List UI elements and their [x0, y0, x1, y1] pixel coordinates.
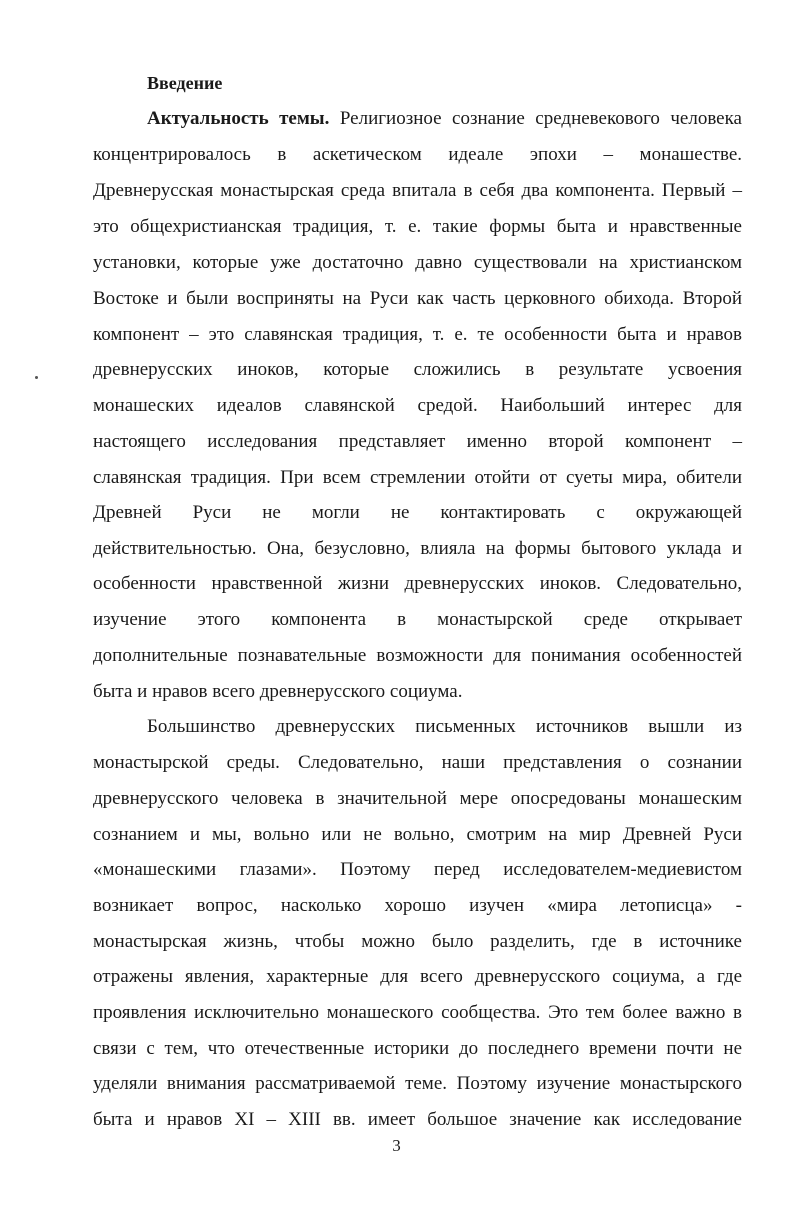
paragraph-line: Большинство древнерусских письменных источников вышли из: [147, 716, 742, 737]
paragraph-line: [147, 106, 742, 132]
paragraph-line: компонент – это славянская традиция, т. е. те особенности быта и нравов: [93, 324, 742, 345]
paragraph-line: настоящего исследования представляет именно второй компонент –: [93, 431, 742, 452]
paragraph-line: отражены явления, характерные для всего древнерусского социума, а где: [93, 966, 742, 987]
paragraph-line: уделяли внимания рассматриваемой теме. Поэтому изучение монастырского: [93, 1073, 742, 1094]
paragraph-line: проявления исключительно монашеского сообщества. Это тем более важно в: [93, 1002, 742, 1023]
paragraph-line: древнерусских иноков, которые сложились в результате усвоения: [93, 359, 742, 380]
section-heading: Введение: [147, 73, 223, 93]
paragraph-line: древнерусского человека в значительной мере опосредованы монашеским: [93, 788, 742, 809]
paragraph-line: возникает вопрос, насколько хорошо изучен «мира летописца» -: [93, 895, 742, 916]
paragraph-line: сознанием и мы, вольно или не вольно, смотрим на мир Древней Руси: [93, 824, 742, 845]
paragraph-line: монастырская жизнь, чтобы можно было разделить, где в источнике: [93, 931, 742, 952]
paragraph-line: славянская традиция. При всем стремлении отойти от суеты мира, обители: [93, 467, 742, 488]
paragraph-line: монастырской среды. Следовательно, наши представления о сознании: [93, 752, 742, 773]
paragraph-line: концентрировалось в аскетическом идеале эпохи – монашестве.: [93, 144, 742, 165]
page-number: 3: [392, 1136, 401, 1155]
paragraph-line-text: Религиозное сознание средневекового человека: [339, 108, 742, 129]
paragraph-line: Древней Руси не могли не контактировать с окружающей: [93, 502, 742, 523]
paragraph-line: Востоке и были восприняты на Руси как часть церковного обихода. Второй: [93, 288, 742, 309]
paragraph-line: изучение этого компонента в монастырской среде открывает: [93, 609, 742, 630]
paragraph-line: установки, которые уже достаточно давно существовали на христианском: [93, 252, 742, 273]
paragraph-line: быта и нравов XI – XIII вв. имеет большое значение как исследование: [93, 1109, 742, 1130]
paragraph-line: действительностью. Она, безусловно, влияла на формы бытового уклада и: [93, 538, 742, 559]
paragraph-line: дополнительные познавательные возможности для понимания особенностей: [93, 645, 742, 666]
paragraph-lead: Актуальность темы.: [147, 108, 330, 129]
paragraph-line: «монашескими глазами». Поэтому перед исследователем-медиевистом: [93, 859, 742, 880]
paragraph-line: особенности нравственной жизни древнерусских иноков. Следовательно,: [93, 573, 742, 594]
paragraph-line: быта и нравов всего древнерусского социума.: [93, 681, 463, 702]
paragraph-line: монашеских идеалов славянской средой. Наибольший интерес для: [93, 395, 742, 416]
paragraph-line: это общехристианская традиция, т. е. такие формы быта и нравственные: [93, 216, 742, 237]
paragraph-line: Древнерусская монастырская среда впитала в себя два компонента. Первый –: [93, 180, 742, 201]
paragraph-line: связи с тем, что отечественные историки до последнего времени почти не: [93, 1038, 742, 1059]
scan-margin-mark: [35, 376, 38, 379]
